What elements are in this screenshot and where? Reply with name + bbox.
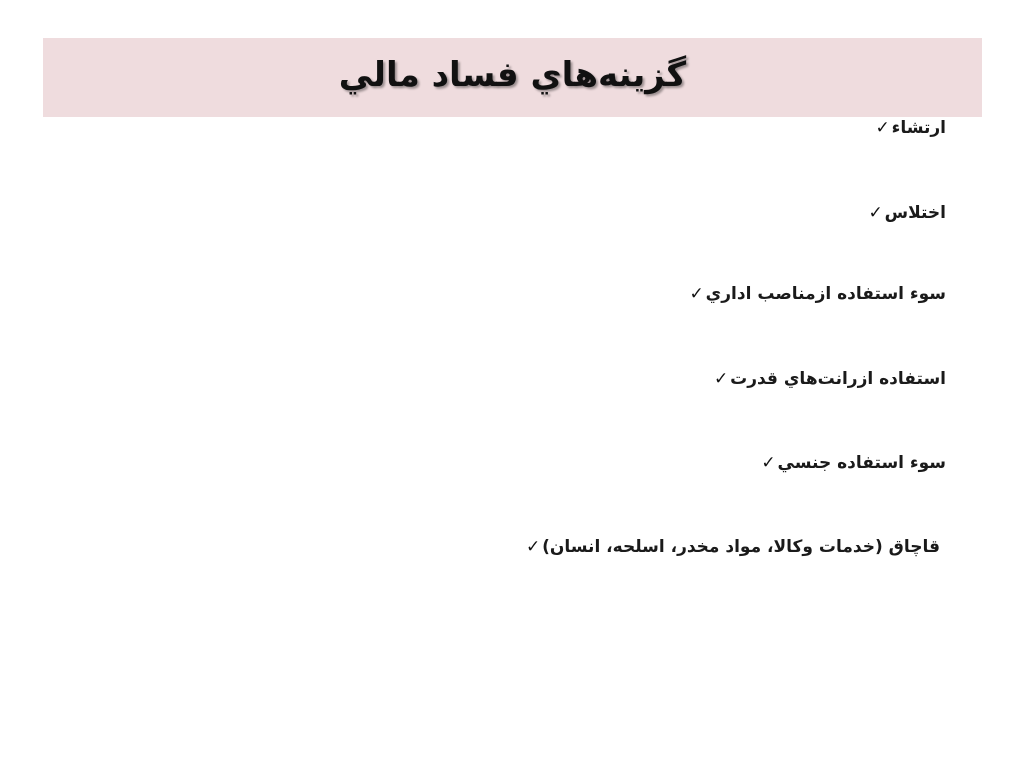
- list-item: [698, 369, 946, 389]
- checkmark-icon: ✓: [875, 118, 890, 138]
- list-item-label: سوء استفاده ازمناصب اداري: [705, 284, 946, 304]
- checkmark-icon: ✓: [713, 369, 729, 389]
- list-item-label: قاچاق (خدمات وكالا، مواد مخدر، اسلحه، انسان): [542, 537, 940, 557]
- list-item-label: استفاده ازرانت‌هاي قدرت: [730, 369, 946, 389]
- slide-title: گزينه‌هاي فساد مالي: [338, 54, 687, 95]
- list-item: [674, 284, 946, 304]
- checkmark-icon: ✓: [525, 537, 541, 557]
- list-item-label: ارتشاء: [891, 118, 946, 138]
- checkmark-icon: ✓: [868, 203, 883, 223]
- checkmark-icon: ✓: [689, 284, 704, 304]
- checkmark-icon: ✓: [761, 453, 776, 473]
- list-item: [853, 203, 946, 223]
- list-item: [510, 537, 940, 557]
- list-item: [860, 118, 946, 138]
- list-item: [746, 453, 946, 473]
- list-item-label: اختلاس: [884, 203, 946, 223]
- title-bar: [43, 38, 982, 117]
- list-item-label: سوء استفاده جنسي: [777, 453, 946, 473]
